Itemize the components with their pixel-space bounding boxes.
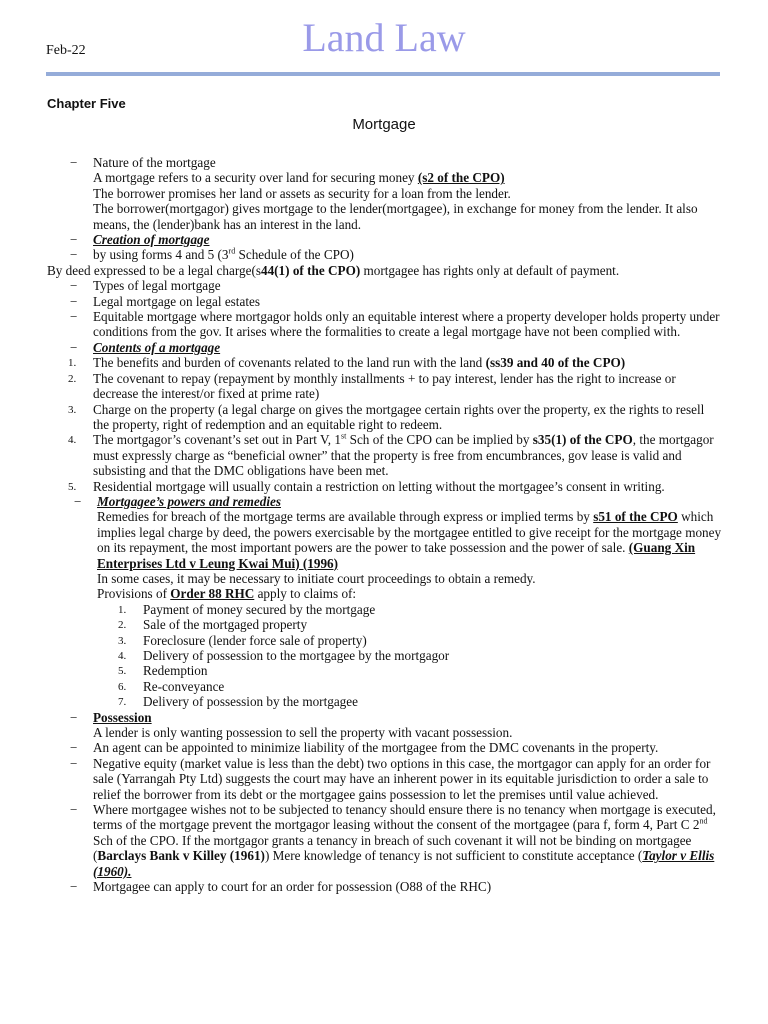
numbered-item: 6. Re-conveyance <box>118 678 225 694</box>
paragraph: The borrower promises her land or assets as security for a loan from the lender. <box>93 185 511 201</box>
bullet-item: − by using forms 4 and 5 (3rd Schedule of the CPO) <box>70 247 722 262</box>
numbered-item: 1. The benefits and burden of covenants related to the land run with the land (ss39 and 40 of the CPO) <box>68 355 626 371</box>
numbered-item: 5. Redemption <box>118 663 208 679</box>
numbered-item: 5. Residential mortgage will usually contain a restriction on letting without the mortgagee’s consent in writing. <box>68 478 665 494</box>
bullet-item: − Legal mortgage on legal estates <box>70 294 722 309</box>
bullet-item: − Mortgagee can apply to court for an order for possession (O88 of the RHC) <box>70 879 722 894</box>
header-rule <box>46 72 720 76</box>
paragraph: In some cases, it may be necessary to initiate court proceedings to obtain a remedy. <box>97 570 536 586</box>
bullet-item: − Types of legal mortgage <box>70 278 722 293</box>
header-title: Land Law <box>302 15 466 60</box>
paragraph: The borrower(mortgagor) gives mortgage to the lender(mortgagee), in exchange for money from the lender. It also means, the (lender)bank has an interest in the land. <box>93 201 698 232</box>
paragraph: A mortgage refers to a security over land for securing money (s2 of the CPO) <box>93 170 505 186</box>
numbered-item: 2. The covenant to repay (repayment by monthly installments + to pay interest, lender has the right to increase or decrease the interest/or fixed at prime rate) <box>68 370 676 402</box>
paragraph: A lender is only wanting possession to sell the property with vacant possession. <box>93 725 513 741</box>
numbered-item: 7. Delivery of possession by the mortgagee <box>118 694 358 710</box>
numbered-item: 4. The mortgagor’s covenant’s set out in Part V, 1st Sch of the CPO can be implied by s35(1) of the CPO, the mortgagor must expressly charge as “beneficial owner” that the property is free from encumbrances, gov lease is valid and subsisting and that the DMC obligations have been met. <box>68 431 714 479</box>
bullet-item: − Where mortgagee wishes not to be subjected to tenancy should ensure there is no tenancy when mortgage is executed, terms of the mortgage prevent the mortgagor leasing without the consent of the mortgagee (para f, form 4, Part C 2nd Sch of the CPO. If the mortgagor grants a tenancy in breach of such covenant it will not be binding on mortgagee (Barclays Bank v Killey (1961)) Mere knowledge of tenancy is not sufficient to constitute acceptance (Taylor v Ellis (1960). <box>70 802 722 879</box>
numbered-item: 3. Charge on the property (a legal charge on gives the mortgagee certain rights over the property, ex the rights to resell the property, right of redemption and an equitable right to redeem. <box>68 401 705 432</box>
bullet-item: − An agent can be appointed to minimize liability of the mortgagee from the DMC covenants in the property. <box>70 740 722 755</box>
bullet-powers-heading: − Mortgagee’s powers and remedies <box>74 494 722 509</box>
bullet-item: − Equitable mortgage where mortgagor holds only an equitable interest where a property developer holds property under conditions from the gov. It arises where the formalities to create a legal mortgage have not been complied with. <box>70 309 722 340</box>
paragraph: By deed expressed to be a legal charge(s44(1) of the CPO) mortgagee has rights only at default of payment. <box>47 262 620 278</box>
numbered-item: 2. Sale of the mortgaged property <box>118 617 308 633</box>
document-title: Mortgage <box>352 116 416 133</box>
numbered-item: 4. Delivery of possession to the mortgagee by the mortgagor <box>118 648 450 663</box>
header-date: Feb-22 <box>46 43 86 58</box>
bullet-item: − Negative equity (market value is less than the debt) two options in this case, the mortgagor can apply for an order for sale (Yarrangah Pty Ltd) suggests the court may have an inherent power in its equitable jurisdiction to order a sale to relief the borrower from its debt or the mortgagee gains possession to let the premises until value achieved. <box>70 756 722 802</box>
bullet-creation-heading: − Creation of mortgage <box>70 232 722 247</box>
bullet-possession-heading: − Possession <box>70 710 722 725</box>
chapter-heading: Chapter Five <box>47 96 126 111</box>
citation: (s2 of the CPO) <box>417 170 505 186</box>
bullet-nature-heading: − Nature of the mortgage <box>70 155 722 170</box>
document-body <box>47 155 722 895</box>
numbered-item: 1. Payment of money secured by the mortgage <box>118 601 376 617</box>
numbered-item: 3. Foreclosure (lender force sale of property) <box>118 632 367 648</box>
paragraph: Remedies for breach of the mortgage terms are available through express or implied terms by s51 of the CPO which implies legal charge by deed, the powers exercisable by the mortgagee entitled to give receipt for the mortgage money on its repayment, the most important powers are the power to take possession and the power of sale. (Guang Xin Enterprises Ltd v Leung Kwai Mui) (1996) <box>97 509 722 571</box>
bullet-contents-heading: − Contents of a mortgage <box>70 340 722 355</box>
paragraph: Provisions of Order 88 RHC apply to claims of: <box>97 586 357 602</box>
